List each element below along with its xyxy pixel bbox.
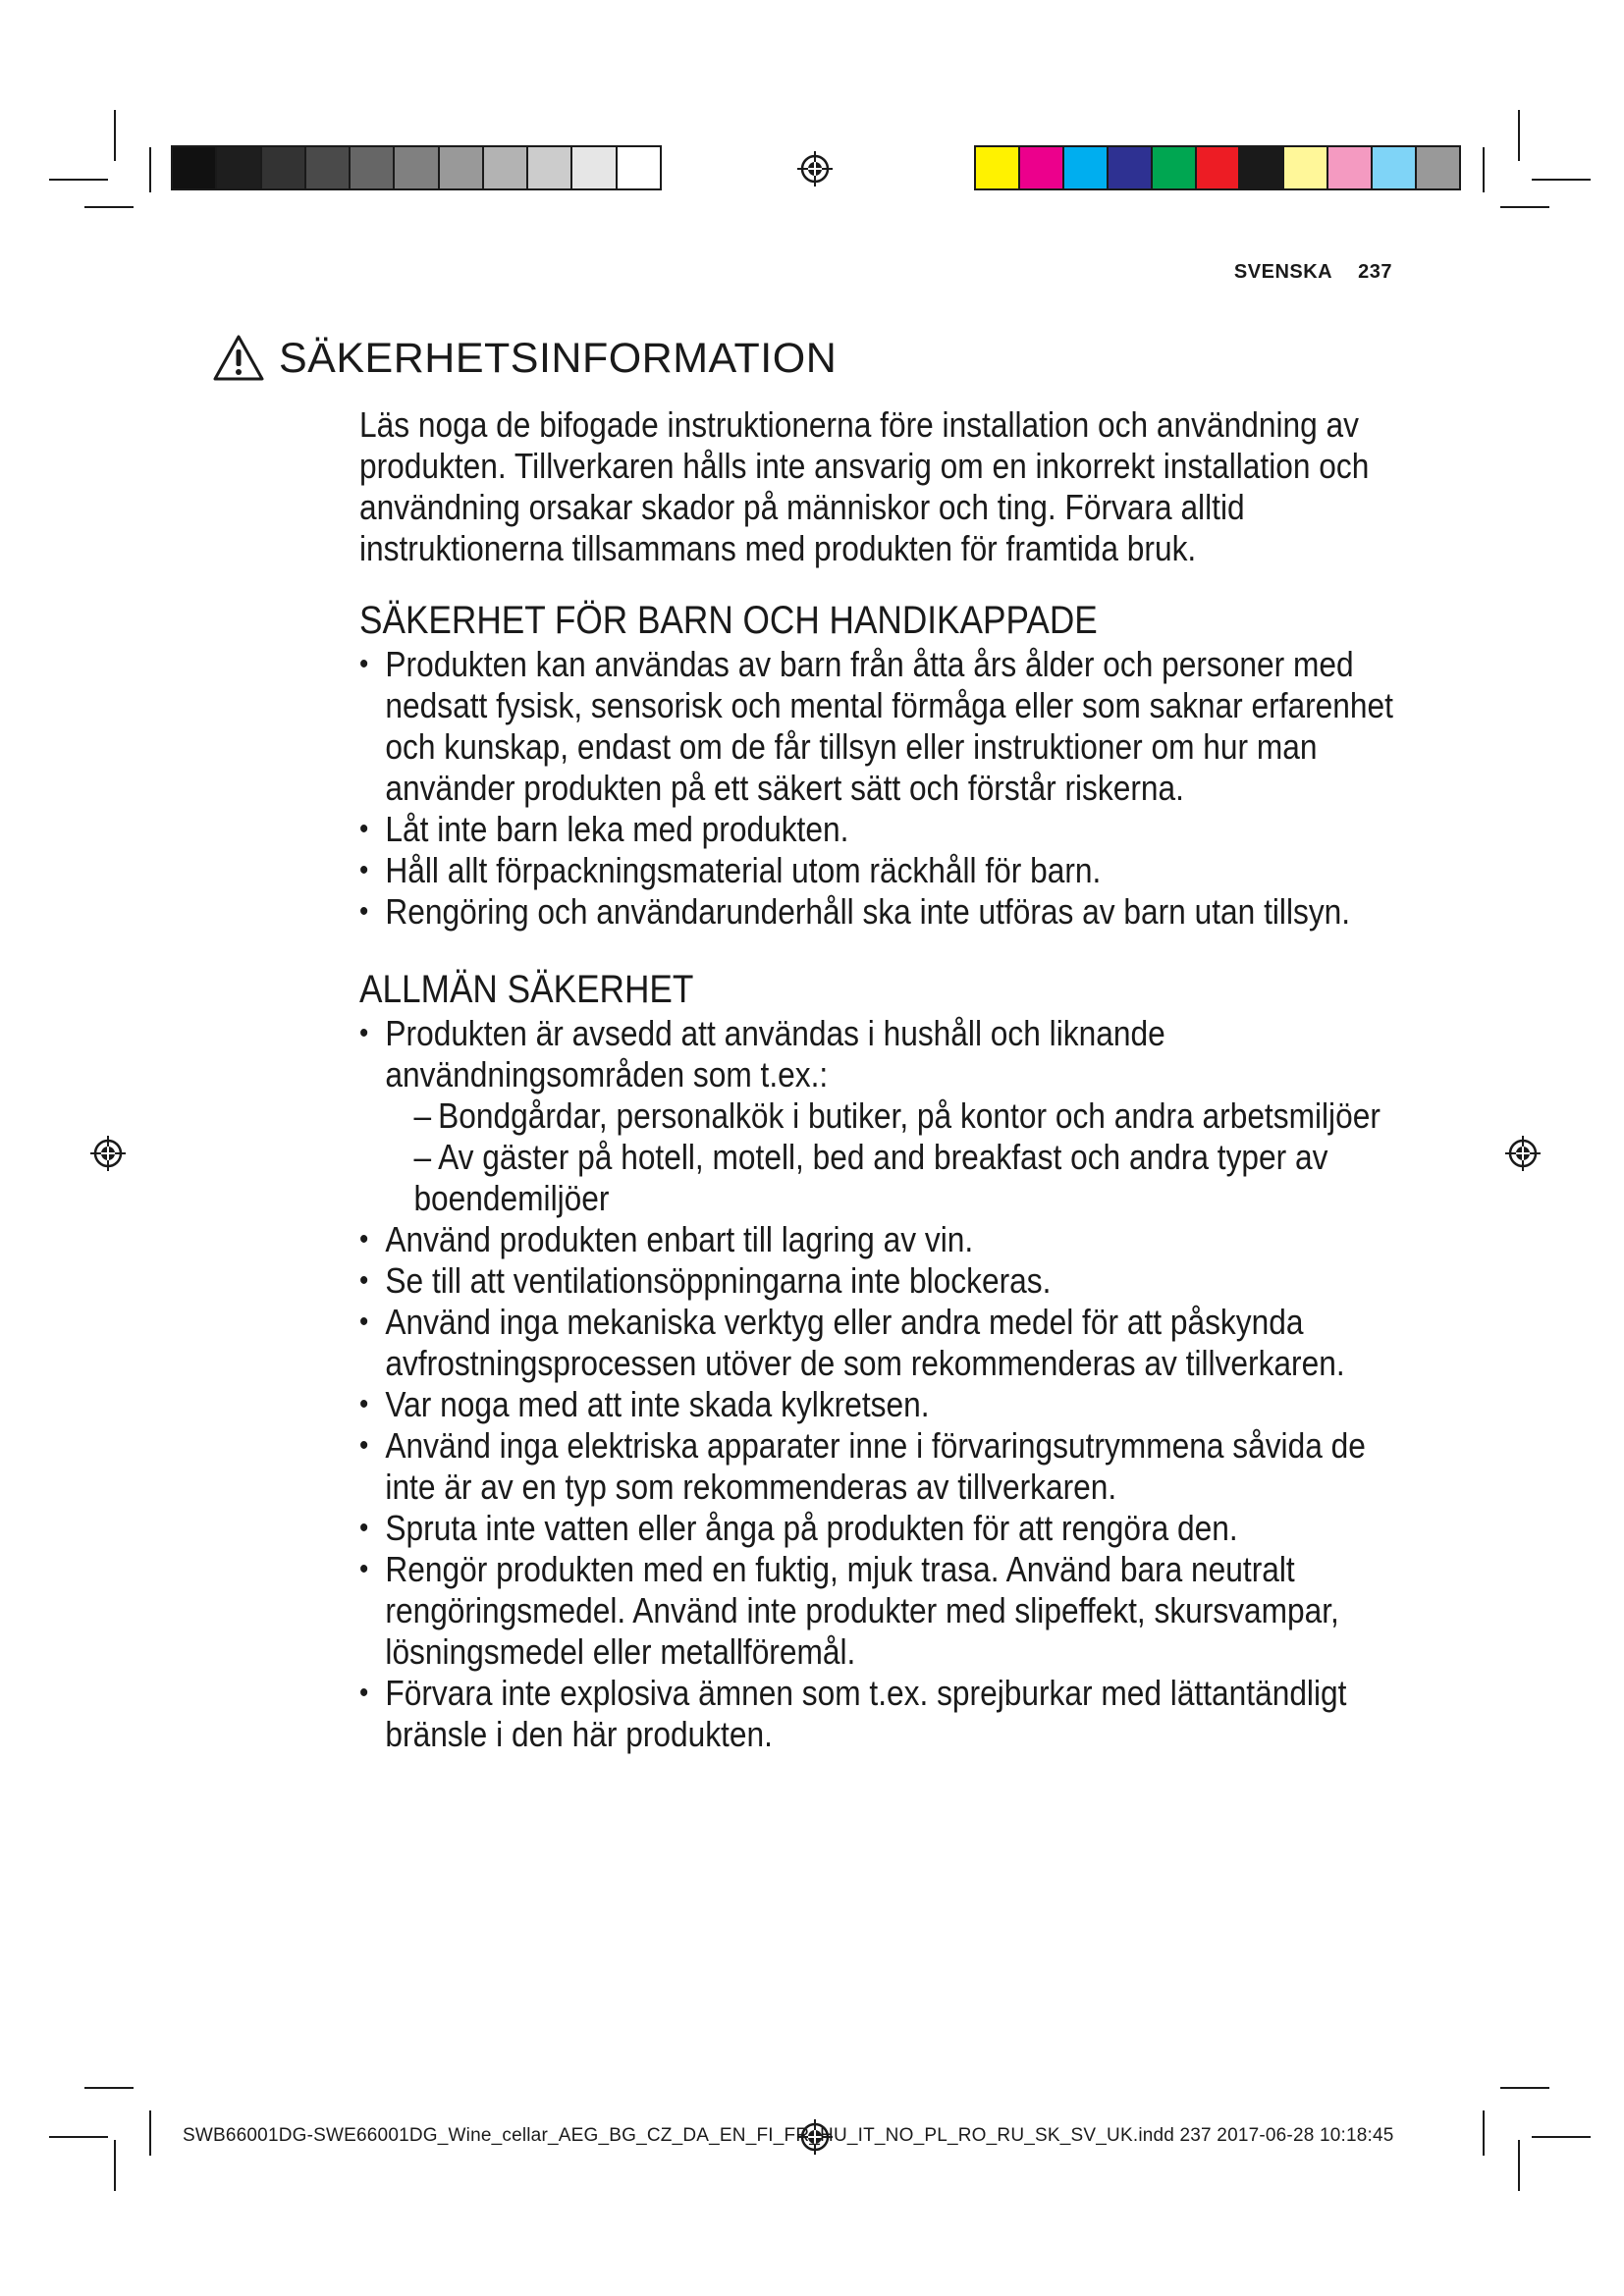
calibration-swatch — [1284, 147, 1328, 188]
calibration-swatch — [1197, 147, 1241, 188]
main-content — [359, 404, 1400, 1755]
general-safety-list — [359, 1013, 1400, 1755]
calibration-swatch — [484, 147, 528, 188]
page-title: SÄKERHETSINFORMATION — [279, 334, 838, 382]
grayscale-calibration-strip — [171, 145, 662, 190]
list-item — [359, 1013, 1405, 1219]
calibration-swatch — [1417, 147, 1459, 188]
calibration-swatch — [351, 147, 395, 188]
warning-triangle-icon — [212, 334, 265, 383]
calibration-swatch — [976, 147, 1020, 188]
sub-list-item-text: Bondgårdar, personalkök i butiker, på kontor och andra arbetsmiljöer — [438, 1095, 1380, 1136]
calibration-swatch — [1373, 147, 1417, 188]
list-item: • Produkten kan användas av barn från åtta års ålder och personer med nedsatt fysisk, sensorisk och mental förmåga eller som saknar erfarenhet och kunskap, endast om de får tillsyn eller instruktioner om hur man använder produkten på ett säkert sätt och förstår riskerna. — [359, 644, 1405, 809]
section-heading-children: SÄKERHET FÖR BARN OCH HANDIKAPPADE — [359, 599, 1098, 642]
list-item-text: Produkten är avsedd att användas i hushåll och liknande användningsområden som t.ex.: — [385, 1013, 1165, 1095]
calibration-swatch — [173, 147, 217, 188]
calibration-swatch — [1240, 147, 1284, 188]
calibration-swatch — [395, 147, 439, 188]
page-header — [1234, 261, 1392, 284]
calibration-swatch — [1153, 147, 1197, 188]
calibration-swatch — [1064, 147, 1109, 188]
list-item: • Använd inga mekaniska verktyg eller andra medel för att påskynda avfrostningsprocessen utöver de som rekommenderas av tillverkaren. — [359, 1302, 1405, 1384]
calibration-swatch — [306, 147, 351, 188]
language-label: SVENSKA — [1233, 261, 1333, 283]
calibration-swatch — [217, 147, 261, 188]
calibration-swatch — [1109, 147, 1153, 188]
calibration-swatch — [528, 147, 572, 188]
registration-mark-icon — [795, 149, 835, 188]
color-calibration-strip — [974, 145, 1461, 190]
children-safety-list — [359, 644, 1400, 933]
list-item: • Håll allt förpackningsmaterial utom räckhåll för barn. — [359, 850, 1405, 891]
list-item: • Se till att ventilationsöppningarna inte blockeras. — [359, 1260, 1405, 1302]
list-item: • Förvara inte explosiva ämnen som t.ex. sprejburkar med lättantändligt bränsle i den här produkten. — [359, 1673, 1405, 1755]
sub-list-item — [413, 1095, 1404, 1137]
intro-paragraph: Läs noga de bifogade instruktionerna före installation och användning av produkten. Tillverkaren hålls inte ansvarig om en inkorrekt installation och användning orsakar skador på människor och ting. Förvara alltid instruktionerna tillsammans med produkten för framtida bruk. — [359, 404, 1370, 568]
list-item: • Använd inga elektriska apparater inne i förvaringsutrymmena såvida de inte är av en typ som rekommenderas av tillverkaren. — [359, 1425, 1405, 1508]
section-heading-general: ALLMÄN SÄKERHET — [359, 968, 694, 1011]
print-slug: SWB66001DG-SWE66001DG_Wine_cellar_AEG_BG_CZ_DA_EN_FI_FR_HU_IT_NO_PL_RO_RU_SK_SV_UK.indd 237 2017-06-28 10:18:45 — [183, 2125, 1394, 2146]
list-item: • Använd produkten enbart till lagring av vin. — [359, 1219, 1405, 1260]
list-item: • Var noga med att inte skada kylkretsen. — [359, 1384, 1405, 1425]
registration-mark-icon — [1503, 1134, 1543, 1173]
calibration-swatch — [618, 147, 660, 188]
sub-list-item — [413, 1137, 1404, 1219]
sub-list-item-text: Av gäster på hotell, motell, bed and breakfast och andra typer av boendemiljöer — [413, 1137, 1328, 1218]
section-title-row — [212, 334, 837, 383]
dash-marker: – — [413, 1095, 432, 1136]
page-number: 237 — [1358, 261, 1392, 283]
calibration-swatch — [572, 147, 617, 188]
registration-mark-icon — [88, 1134, 128, 1173]
calibration-swatch — [1328, 147, 1373, 188]
list-item: • Spruta inte vatten eller ånga på produkten för att rengöra den. — [359, 1508, 1405, 1549]
list-item: • Rengöring och användarunderhåll ska inte utföras av barn utan tillsyn. — [359, 891, 1405, 933]
sub-list — [385, 1095, 1404, 1219]
list-item: • Rengör produkten med en fuktig, mjuk trasa. Använd bara neutralt rengöringsmedel. Använd inte produkter med slipeffekt, skursvampar, lösningsmedel eller metallföremål. — [359, 1549, 1405, 1673]
dash-marker: – — [413, 1137, 432, 1177]
calibration-swatch — [262, 147, 306, 188]
list-item: • Låt inte barn leka med produkten. — [359, 809, 1405, 850]
calibration-swatch — [1020, 147, 1064, 188]
calibration-swatch — [440, 147, 484, 188]
